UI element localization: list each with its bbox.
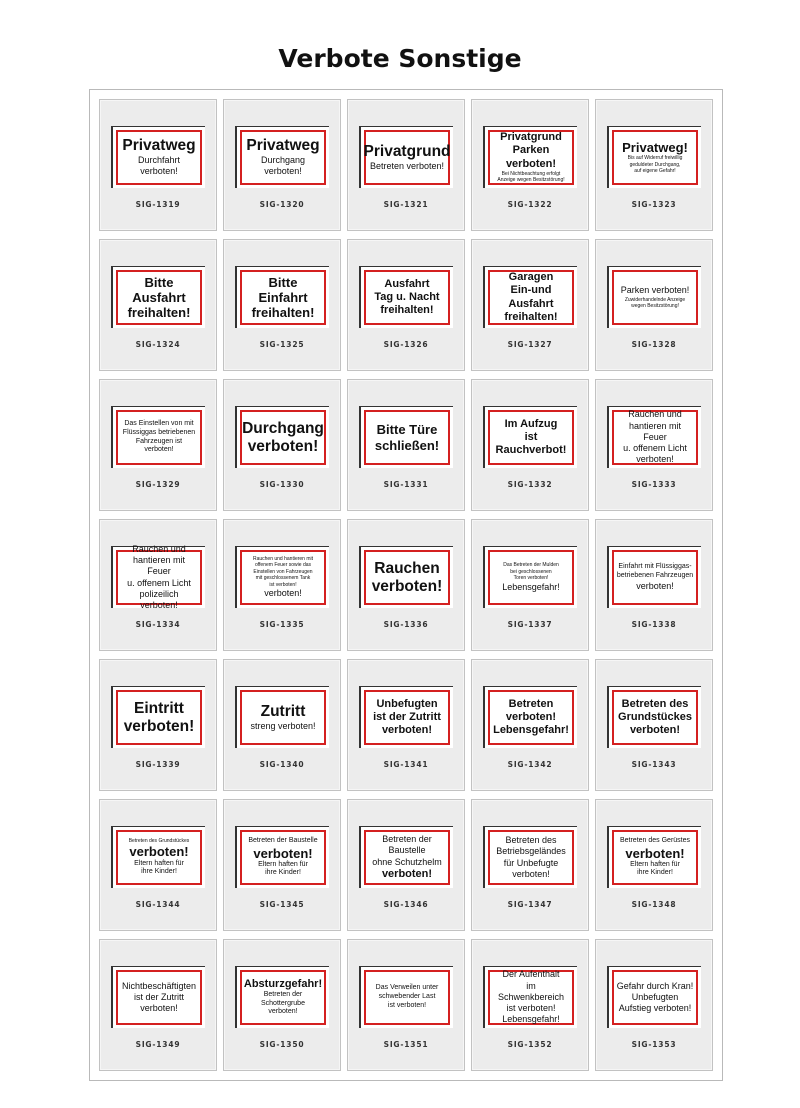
product-code: SIG-1341 [383,760,429,769]
sign-image [359,826,453,888]
sign-text: Privatweg [246,137,320,155]
product-code: SIG-1319 [135,200,181,209]
product-code: SIG-1330 [259,480,305,489]
sign-image [235,126,329,188]
sign-text: Lebensgefahr! [502,581,560,592]
sign-text: Parken verboten! [620,285,690,296]
sign-text: Absturzgefahr! [243,977,323,990]
sign-frame [612,130,698,185]
sign-text: Im Aufzug ist Rauchverbot! [495,417,567,457]
sign-image [483,966,577,1028]
product-code: SIG-1327 [507,340,553,349]
sign-text: Bitte Türe schließen! [374,422,440,453]
sign-text: Eltern haften für ihre Kinder! [134,859,184,876]
sign-image [111,826,205,888]
sign-frame [116,543,202,610]
product-code: SIG-1342 [507,760,553,769]
product-code: SIG-1321 [383,200,429,209]
product-code: SIG-1340 [259,760,305,769]
sign-text: Durchfahrt verboten! [137,155,181,177]
sign-frame [240,550,326,605]
sign-image [607,826,701,888]
sign-frame [364,690,450,745]
sign-image [607,546,701,608]
sign-card[interactable] [595,799,713,931]
sign-image [235,546,329,608]
sign-card[interactable] [595,939,713,1071]
sign-text: Betreten verboten! [369,160,445,171]
sign-image [483,686,577,748]
sign-text: Rauchen verboten! [371,559,443,595]
sign-text: Rauchen und hantieren mit offenem Feuer sowie das Einstellen von Fahrzeugen mit geschlossenem Tank ist verboten! [252,555,314,588]
sign-card[interactable] [223,99,341,231]
product-code: SIG-1339 [135,760,181,769]
sign-image [235,266,329,328]
sign-text: streng verboten! [250,720,316,731]
sign-text: Rauchen und hantieren mit Feuer u. offenem Licht polizeilich verboten! [127,543,191,610]
sign-text: Betreten des Grundstückes verboten! [618,697,692,737]
sign-card[interactable] [223,239,341,371]
sign-frame [116,410,202,465]
sign-card[interactable] [99,99,217,231]
product-code: SIG-1349 [135,1040,181,1049]
product-code: SIG-1323 [631,200,677,209]
sign-frame [116,830,202,885]
sign-frame [116,690,202,745]
sign-card[interactable] [223,939,341,1071]
sign-card[interactable] [471,799,589,931]
sign-text: Privatgrund [363,142,451,160]
sign-text: Privatweg [122,137,196,155]
product-code: SIG-1344 [135,900,181,909]
product-code: SIG-1322 [507,200,553,209]
sign-image [483,406,577,468]
product-code: SIG-1343 [631,760,677,769]
sign-frame [612,270,698,325]
sign-card[interactable] [347,939,465,1071]
sign-card[interactable] [471,239,589,371]
sign-image [483,266,577,328]
product-code: SIG-1351 [383,1040,429,1049]
sign-text: Eintritt verboten! [123,699,195,735]
sign-image [359,546,453,608]
sign-frame [488,550,574,605]
sign-text: Der Aufenthalt im Schwenkbereich ist verboten! Lebensgefahr! [497,969,565,1025]
sign-card[interactable] [595,239,713,371]
sign-frame [364,830,450,885]
sign-card[interactable] [347,799,465,931]
sign-frame [488,690,574,745]
sign-text: Betreten des Gerüstes [619,836,691,844]
sign-text: verboten! [253,845,313,861]
sign-image [111,686,205,748]
sign-image [235,406,329,468]
sign-text: Gefahr durch Kran! Unbefugten Aufstieg verboten! [616,980,694,1014]
sign-card[interactable] [99,939,217,1071]
sign-card[interactable] [595,519,713,651]
sign-frame [240,830,326,885]
sign-text: Privatweg! [622,140,688,156]
sign-image [111,266,205,328]
sign-frame [240,970,326,1025]
sign-card[interactable] [471,379,589,511]
product-code: SIG-1332 [507,480,553,489]
sign-image [235,686,329,748]
sign-frame [364,410,450,465]
sign-card[interactable] [347,379,465,511]
sign-image [111,406,205,468]
sign-frame [240,130,326,185]
product-code: SIG-1346 [383,900,429,909]
sign-text: Eltern haften für ihre Kinder! [258,860,308,877]
sign-text: Betreten der Baustelle ohne Schutzhelm [372,834,442,867]
sign-image [359,126,453,188]
sign-card[interactable] [595,99,713,231]
sign-text: Ausfahrt Tag u. Nacht freihalten! [374,277,440,317]
product-code: SIG-1338 [631,620,677,629]
sign-frame [364,550,450,605]
sign-card[interactable] [223,799,341,931]
sign-text: Garagen Ein-und Ausfahrt freihalten! [504,271,558,323]
sign-card[interactable] [99,519,217,651]
sign-text: verboten! [381,867,433,880]
sign-text: Nichtbeschäftigten ist der Zutritt verboten! [121,980,197,1014]
sign-frame [240,410,326,465]
sign-text: Betreten verboten! Lebensgefahr! [493,697,569,737]
product-code: SIG-1329 [135,480,181,489]
sign-image [111,543,205,610]
sign-frame [364,270,450,325]
sign-image [111,966,205,1028]
product-code: SIG-1345 [259,900,305,909]
sign-image [483,546,577,608]
product-code: SIG-1337 [507,620,553,629]
sign-text: Durchgang verboten! [260,155,306,177]
sign-image [607,686,701,748]
sign-image [235,966,329,1028]
product-code: SIG-1326 [383,340,429,349]
sign-text: Betreten der Baustelle [248,836,318,844]
sign-image [359,966,453,1028]
sign-card[interactable] [347,239,465,371]
sign-card[interactable] [223,519,341,651]
sign-text: Zuwiderhandelnde Anzeige wegen Besitzstörung! [624,296,686,310]
product-code: SIG-1334 [135,620,181,629]
product-code: SIG-1325 [259,340,305,349]
sign-image [607,406,701,468]
sign-image [483,826,577,888]
sign-card[interactable] [347,519,465,651]
sign-text: Das Verweilen unter schwebender Last ist verboten! [375,984,439,1009]
sign-card[interactable] [347,659,465,791]
sign-image [607,966,701,1028]
sign-card[interactable] [99,239,217,371]
sign-card[interactable] [99,799,217,931]
sign-image [607,126,701,188]
sign-frame [488,970,574,1025]
sign-card[interactable] [99,379,217,511]
product-code: SIG-1324 [135,340,181,349]
product-code: SIG-1328 [631,340,677,349]
sign-frame [612,690,698,745]
sign-text: Eltern haften für ihre Kinder! [630,860,680,877]
sign-frame [116,130,202,185]
product-code: SIG-1353 [631,1040,677,1049]
product-code: SIG-1335 [259,620,305,629]
sign-card[interactable] [471,99,589,231]
product-code: SIG-1333 [631,480,677,489]
sign-text: Unbefugten ist der Zutritt verboten! [373,697,441,737]
sign-card[interactable] [99,659,217,791]
sign-grid [99,99,713,1071]
sign-card[interactable] [223,659,341,791]
product-code: SIG-1348 [631,900,677,909]
sign-frame [488,130,574,185]
product-code: SIG-1320 [259,200,305,209]
sign-frame [116,270,202,325]
sign-text: Durchgang verboten! [242,419,324,455]
sign-frame [488,830,574,885]
sign-text: Rauchen und hantieren mit Feuer u. offenem Licht verboten! [623,409,687,465]
sign-card[interactable] [471,939,589,1071]
sign-text: Bis auf Widerruf freiwillig geduldeter Durchgang, auf eigene Gefahr! [627,155,683,175]
sign-image [235,826,329,888]
sign-image [359,686,453,748]
sign-text: Zutritt [260,702,306,720]
sign-card[interactable] [347,99,465,231]
sign-text: Betreten des Betriebsgeländes für Unbefugte verboten! [496,835,566,879]
sign-frame [612,410,698,465]
sign-text: Privatgrund Parken verboten! [500,131,562,170]
sign-frame [240,690,326,745]
sign-frame [488,270,574,325]
sign-text: Das Einstellen von mit Flüssiggas betriebenen Fahrzeugen ist verboten! [122,420,196,454]
sign-frame [612,970,698,1025]
sign-frame [612,550,698,605]
sign-text: Bitte Einfahrt freihalten! [251,274,315,321]
product-code: SIG-1336 [383,620,429,629]
sign-card[interactable] [595,659,713,791]
product-code: SIG-1331 [383,480,429,489]
sign-image [359,266,453,328]
sign-text: Das Betreten der Mulden bei geschlossenen Toren verboten! [503,562,559,582]
sign-frame [612,830,698,885]
sign-text: verboten! [625,845,685,861]
sign-frame [364,970,450,1025]
sign-image [483,126,577,188]
sign-text: Betreten der Schottergrube verboten! [261,990,305,1016]
sign-card[interactable] [595,379,713,511]
sign-image [359,406,453,468]
sign-card[interactable] [223,379,341,511]
page-title: Verbote Sonstige [278,44,522,73]
sign-card[interactable] [471,519,589,651]
sign-frame [364,130,450,185]
sign-text: Betreten des Grundstückes [128,837,190,844]
product-code: SIG-1347 [507,900,553,909]
sign-image [111,126,205,188]
sign-text: Einfahrt mit Flüssiggas- betriebenen Fahrzeugen [616,563,694,579]
sign-card[interactable] [471,659,589,791]
sign-text: Bitte Ausfahrt freihalten! [127,274,191,321]
sign-frame [116,970,202,1025]
sign-image [607,266,701,328]
sign-frame [488,410,574,465]
sign-text: verboten! [636,580,674,591]
sign-frame [240,270,326,325]
sign-text: verboten! [264,588,302,599]
sign-text: verboten! [129,844,189,860]
product-code: SIG-1350 [259,1040,305,1049]
sign-text: Bei Nichtbeachtung erfolgt Anzeige wegen Besitzstörung! [497,170,565,184]
product-code: SIG-1352 [507,1040,553,1049]
